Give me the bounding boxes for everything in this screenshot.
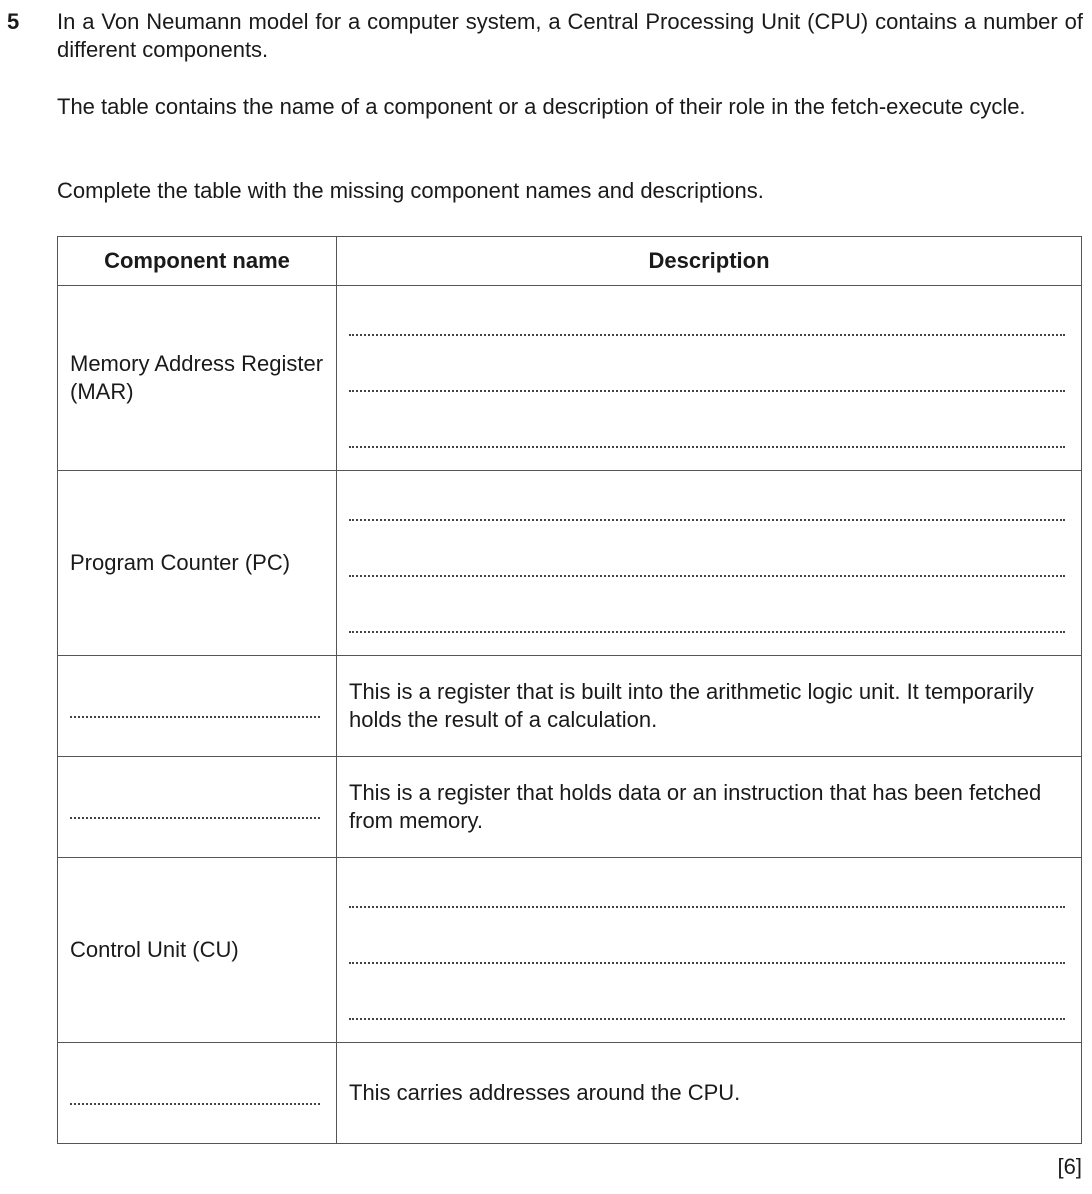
- table-row: [58, 858, 1082, 1043]
- answer-line[interactable]: [70, 817, 320, 819]
- answer-line[interactable]: [349, 1018, 1065, 1020]
- component-name: Control Unit (CU): [58, 858, 337, 1043]
- component-name-answer-area[interactable]: [58, 757, 337, 858]
- answer-line[interactable]: [349, 519, 1065, 521]
- question-number: 5: [7, 9, 20, 34]
- table-row: [58, 656, 1082, 757]
- answer-line[interactable]: [349, 575, 1065, 577]
- question-intro: In a Von Neumann model for a computer system, a Central Processing Unit (CPU) contains a number of different components.: [57, 9, 1083, 62]
- table-row: [58, 286, 1082, 471]
- component-name-answer-area[interactable]: [58, 656, 337, 757]
- question-instruction: Complete the table with the missing component names and descriptions.: [57, 178, 764, 203]
- description-answer-area[interactable]: [337, 471, 1082, 656]
- answer-line[interactable]: [70, 1103, 320, 1105]
- answer-line[interactable]: [349, 446, 1065, 448]
- description-answer-area[interactable]: [337, 286, 1082, 471]
- component-name: Memory Address Register (MAR): [58, 286, 337, 471]
- marks-total: [6]: [1057, 1154, 1082, 1179]
- table-row: [58, 757, 1082, 858]
- question-context: The table contains the name of a component or a description of their role in the fetch-execute cycle.: [57, 94, 1026, 119]
- description-answer-area[interactable]: [337, 858, 1082, 1043]
- answer-table: [57, 236, 1082, 1144]
- answer-line[interactable]: [70, 716, 320, 718]
- header-description: Description: [337, 237, 1082, 286]
- answer-line[interactable]: [349, 906, 1065, 908]
- component-description: This is a register that holds data or an instruction that has been fetched from memory.: [337, 757, 1082, 858]
- component-name-answer-area[interactable]: [58, 1043, 337, 1144]
- component-name: Program Counter (PC): [58, 471, 337, 656]
- answer-line[interactable]: [349, 334, 1065, 336]
- component-description: This carries addresses around the CPU.: [337, 1043, 1082, 1144]
- answer-line[interactable]: [349, 390, 1065, 392]
- table-row: [58, 1043, 1082, 1144]
- answer-line[interactable]: [349, 631, 1065, 633]
- header-component-name: Component name: [58, 237, 337, 286]
- table-row: [58, 471, 1082, 656]
- component-description: This is a register that is built into the arithmetic logic unit. It temporarily holds the result of a calculation.: [337, 656, 1082, 757]
- answer-line[interactable]: [349, 962, 1065, 964]
